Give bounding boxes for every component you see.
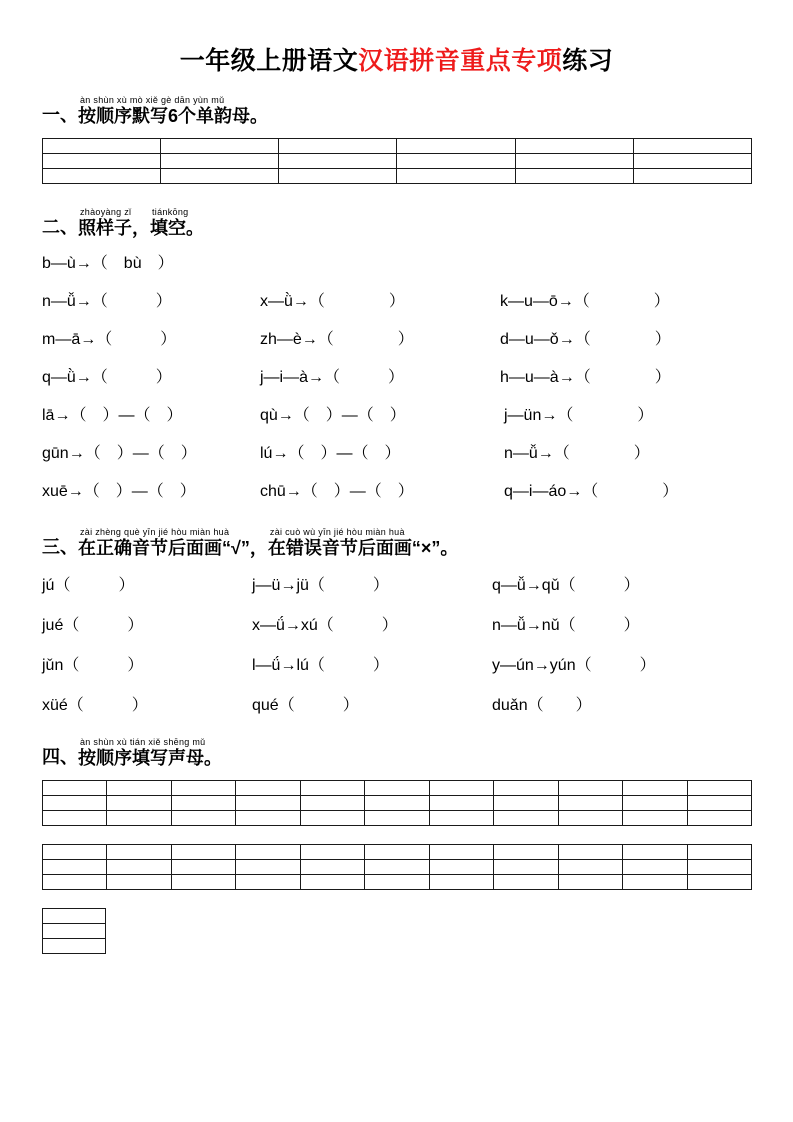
grid-cell[interactable]: [558, 875, 622, 890]
grid-cell[interactable]: [43, 781, 107, 796]
grid-cell[interactable]: [687, 781, 751, 796]
section-3-heading: [42, 528, 751, 562]
grid-cell[interactable]: [171, 781, 235, 796]
grid-cell[interactable]: [171, 845, 235, 860]
section-4-grid-wrap-3: [42, 908, 751, 954]
section-1-pinyin: àn shùn xù mò xiě gè dān yùn mǔ: [80, 95, 225, 105]
grid-cell[interactable]: [365, 845, 429, 860]
section-4-grid-wrap-2: [42, 844, 751, 890]
section-1-text: 按顺序默写6个单韵母。: [78, 106, 269, 126]
grid-cell[interactable]: [687, 796, 751, 811]
section-3-ruby-2: [268, 528, 459, 557]
grid-cell[interactable]: [300, 811, 364, 826]
grid-cell[interactable]: [300, 875, 364, 890]
grid-cell[interactable]: [687, 875, 751, 890]
grid-cell[interactable]: [494, 875, 558, 890]
grid-cell[interactable]: [687, 860, 751, 875]
grid-cell[interactable]: [558, 781, 622, 796]
exercise-item[interactable]: jú（ ）: [42, 577, 135, 594]
grid-cell[interactable]: [515, 139, 633, 154]
grid-cell[interactable]: [43, 939, 106, 954]
answer-grid-initials-3[interactable]: [42, 908, 106, 954]
grid-cell[interactable]: [623, 860, 687, 875]
grid-cell[interactable]: [236, 860, 300, 875]
grid-cell[interactable]: [429, 845, 493, 860]
table-row[interactable]: [43, 796, 752, 811]
title-part-red: 汉语拼音重点专项: [358, 47, 563, 75]
exercise-item[interactable]: jǔn（ ）: [42, 657, 144, 674]
section-2-pinyin-2: tiánkōng: [152, 207, 189, 217]
grid-cell[interactable]: [633, 154, 751, 169]
grid-cell[interactable]: [365, 860, 429, 875]
grid-cell[interactable]: [558, 796, 622, 811]
section-3-exercises: [42, 578, 751, 724]
grid-cell[interactable]: [429, 860, 493, 875]
exercise-row: [42, 408, 751, 434]
exercise-row: [42, 698, 751, 724]
table-row[interactable]: [43, 169, 752, 184]
exercise-row: [42, 332, 751, 358]
grid-cell[interactable]: [687, 811, 751, 826]
grid-cell[interactable]: [633, 169, 751, 184]
section-2-ruby-2: [150, 208, 204, 237]
section-4-ruby: [78, 738, 222, 767]
exercise-row: [42, 484, 751, 510]
grid-cell[interactable]: [236, 781, 300, 796]
grid-cell[interactable]: [279, 169, 397, 184]
exercise-item[interactable]: gūn→（ ）—（ ）: [42, 445, 197, 462]
answer-grid-initials-1[interactable]: [42, 780, 752, 826]
grid-cell[interactable]: [236, 811, 300, 826]
exercise-row: [42, 578, 751, 604]
section-1-grid-wrap: [42, 138, 751, 184]
section-4-grid-wrap-1: [42, 780, 751, 826]
section-3-pinyin-2: zài cuò wù yīn jié hòu miàn huà: [269, 527, 405, 537]
table-row[interactable]: [43, 875, 752, 890]
section-3-text-2: 在错误音节后面画“×”。: [267, 538, 459, 558]
grid-cell[interactable]: [365, 875, 429, 890]
exercise-item[interactable]: y—ún→yún（ ）: [492, 657, 656, 674]
exercise-item[interactable]: j—ün→（ ）: [504, 407, 654, 424]
grid-cell[interactable]: [623, 796, 687, 811]
section-4-heading: [42, 738, 751, 772]
grid-cell[interactable]: [43, 139, 161, 154]
exercise-row: [42, 294, 751, 320]
grid-cell[interactable]: [171, 875, 235, 890]
exercise-item[interactable]: m—ā→（ ）: [42, 331, 177, 348]
exercise-item[interactable]: x—ǘ→xú（ ）: [252, 617, 398, 634]
exercise-item[interactable]: duǎn（ ）: [492, 697, 592, 714]
grid-cell[interactable]: [300, 860, 364, 875]
exercise-item[interactable]: x—ǜ→（ ）: [260, 293, 405, 310]
exercise-item[interactable]: n—ǚ→（ ）: [504, 445, 650, 462]
exercise-item[interactable]: xüé（ ）: [42, 697, 148, 714]
section-2-ruby-1: [78, 208, 150, 237]
section-1-ruby: [78, 96, 268, 125]
grid-cell[interactable]: [43, 169, 161, 184]
table-row[interactable]: [43, 860, 752, 875]
exercise-item[interactable]: d—u—ǒ→（ ）: [500, 331, 671, 348]
section-3-pinyin-1: zài zhèng què yīn jié hòu miàn huà: [80, 527, 230, 537]
exercise-item[interactable]: j—i—à→（ ）: [260, 369, 405, 386]
grid-cell[interactable]: [558, 860, 622, 875]
section-2-pinyin-1: zhàoyàng zǐ: [80, 207, 132, 217]
section-2-text-2: 填空。: [150, 218, 204, 238]
grid-cell[interactable]: [107, 860, 171, 875]
grid-cell[interactable]: [623, 875, 687, 890]
grid-cell[interactable]: [107, 796, 171, 811]
grid-cell[interactable]: [558, 845, 622, 860]
exercise-item[interactable]: n—ǚ→（ ）: [42, 293, 172, 310]
exercise-item[interactable]: qù→（ ）—（ ）: [260, 407, 406, 424]
grid-cell[interactable]: [494, 845, 558, 860]
grid-cell[interactable]: [171, 860, 235, 875]
section-1-number: 一、: [42, 105, 78, 125]
section-2-exercises: [42, 256, 751, 510]
table-row[interactable]: [43, 781, 752, 796]
exercise-item[interactable]: j—ü→jü（ ）: [252, 577, 389, 594]
table-row[interactable]: [43, 924, 106, 939]
exercise-row: [42, 446, 751, 472]
section-1-heading: [42, 96, 751, 130]
exercise-item[interactable]: zh—è→（ ）: [260, 331, 414, 348]
page-title: [42, 0, 751, 76]
exercise-item[interactable]: n—ǚ→nǔ（ ）: [492, 617, 640, 634]
exercise-item[interactable]: q—ǜ→（ ）: [42, 369, 172, 386]
grid-cell[interactable]: [43, 796, 107, 811]
grid-cell[interactable]: [633, 139, 751, 154]
grid-cell[interactable]: [365, 796, 429, 811]
grid-cell[interactable]: [236, 796, 300, 811]
grid-cell[interactable]: [236, 845, 300, 860]
grid-cell[interactable]: [161, 139, 279, 154]
grid-cell[interactable]: [107, 811, 171, 826]
grid-cell[interactable]: [515, 169, 633, 184]
grid-cell[interactable]: [397, 154, 515, 169]
grid-cell[interactable]: [43, 909, 106, 924]
exercise-row: [42, 256, 751, 282]
title-part-black-2: 练习: [562, 47, 614, 75]
grid-cell[interactable]: [429, 875, 493, 890]
grid-cell[interactable]: [43, 154, 161, 169]
grid-cell[interactable]: [43, 875, 107, 890]
exercise-item[interactable]: k—u—ō→（ ）: [500, 293, 670, 310]
grid-cell[interactable]: [365, 781, 429, 796]
exercise-item[interactable]: chū→（ ）—（ ）: [260, 483, 414, 500]
answer-grid-initials-2[interactable]: [42, 844, 752, 890]
grid-cell[interactable]: [107, 781, 171, 796]
exercise-item[interactable]: lú→（ ）—（ ）: [260, 445, 401, 462]
section-3-number: 三、: [42, 537, 78, 557]
grid-cell[interactable]: [687, 845, 751, 860]
grid-cell[interactable]: [43, 860, 107, 875]
section-2-text-1: 照样子，: [78, 218, 150, 238]
table-row[interactable]: [43, 139, 752, 154]
exercise-row: [42, 658, 751, 684]
grid-cell[interactable]: [43, 924, 106, 939]
grid-cell[interactable]: [494, 781, 558, 796]
section-2-number: 二、: [42, 217, 78, 237]
table-row[interactable]: [43, 154, 752, 169]
table-row[interactable]: [43, 939, 106, 954]
exercise-item[interactable]: xuē→（ ）—（ ）: [42, 483, 196, 500]
exercise-item[interactable]: q—ǚ→qǔ（ ）: [492, 577, 640, 594]
table-row[interactable]: [43, 845, 752, 860]
grid-cell[interactable]: [171, 796, 235, 811]
grid-cell[interactable]: [623, 845, 687, 860]
grid-cell[interactable]: [107, 875, 171, 890]
section-3-text-1: 在正确音节后面画“√”，: [78, 538, 268, 558]
grid-cell[interactable]: [365, 811, 429, 826]
grid-cell[interactable]: [279, 154, 397, 169]
section-4-number: 四、: [42, 747, 78, 767]
exercise-item[interactable]: b—ù→（ bù ）: [42, 255, 174, 272]
grid-cell[interactable]: [558, 811, 622, 826]
grid-cell[interactable]: [429, 796, 493, 811]
grid-cell[interactable]: [515, 154, 633, 169]
grid-cell[interactable]: [43, 845, 107, 860]
exercise-item[interactable]: l—ǘ→lú（ ）: [252, 657, 389, 674]
grid-cell[interactable]: [300, 845, 364, 860]
section-2-heading: [42, 208, 751, 242]
grid-cell[interactable]: [161, 169, 279, 184]
table-row[interactable]: [43, 909, 106, 924]
grid-cell[interactable]: [107, 845, 171, 860]
grid-cell[interactable]: [429, 811, 493, 826]
grid-cell[interactable]: [300, 781, 364, 796]
title-part-black-1: 一年级上册语文: [179, 47, 359, 75]
exercise-row: [42, 370, 751, 396]
grid-cell[interactable]: [300, 796, 364, 811]
grid-cell[interactable]: [236, 875, 300, 890]
exercise-item[interactable]: h—u—à→（ ）: [500, 369, 671, 386]
grid-cell[interactable]: [494, 860, 558, 875]
table-row[interactable]: [43, 811, 752, 826]
exercise-item[interactable]: qué（ ）: [252, 697, 359, 714]
grid-cell[interactable]: [171, 811, 235, 826]
grid-cell[interactable]: [623, 781, 687, 796]
grid-cell[interactable]: [397, 139, 515, 154]
grid-cell[interactable]: [494, 796, 558, 811]
grid-cell[interactable]: [494, 811, 558, 826]
grid-cell[interactable]: [623, 811, 687, 826]
grid-cell[interactable]: [429, 781, 493, 796]
grid-cell[interactable]: [279, 139, 397, 154]
grid-cell[interactable]: [43, 811, 107, 826]
grid-cell[interactable]: [161, 154, 279, 169]
exercise-row: [42, 618, 751, 644]
exercise-item[interactable]: q—i—áo→（ ）: [504, 483, 679, 500]
exercise-item[interactable]: jué（ ）: [42, 617, 144, 634]
exercise-item[interactable]: lā→（ ）—（ ）: [42, 407, 183, 424]
section-3-ruby-1: [78, 528, 268, 557]
section-4-pinyin: àn shùn xù tián xiě shēng mǔ: [80, 737, 206, 747]
grid-cell[interactable]: [397, 169, 515, 184]
answer-grid-vowels[interactable]: [42, 138, 752, 184]
section-4-text: 按顺序填写声母。: [78, 748, 222, 768]
